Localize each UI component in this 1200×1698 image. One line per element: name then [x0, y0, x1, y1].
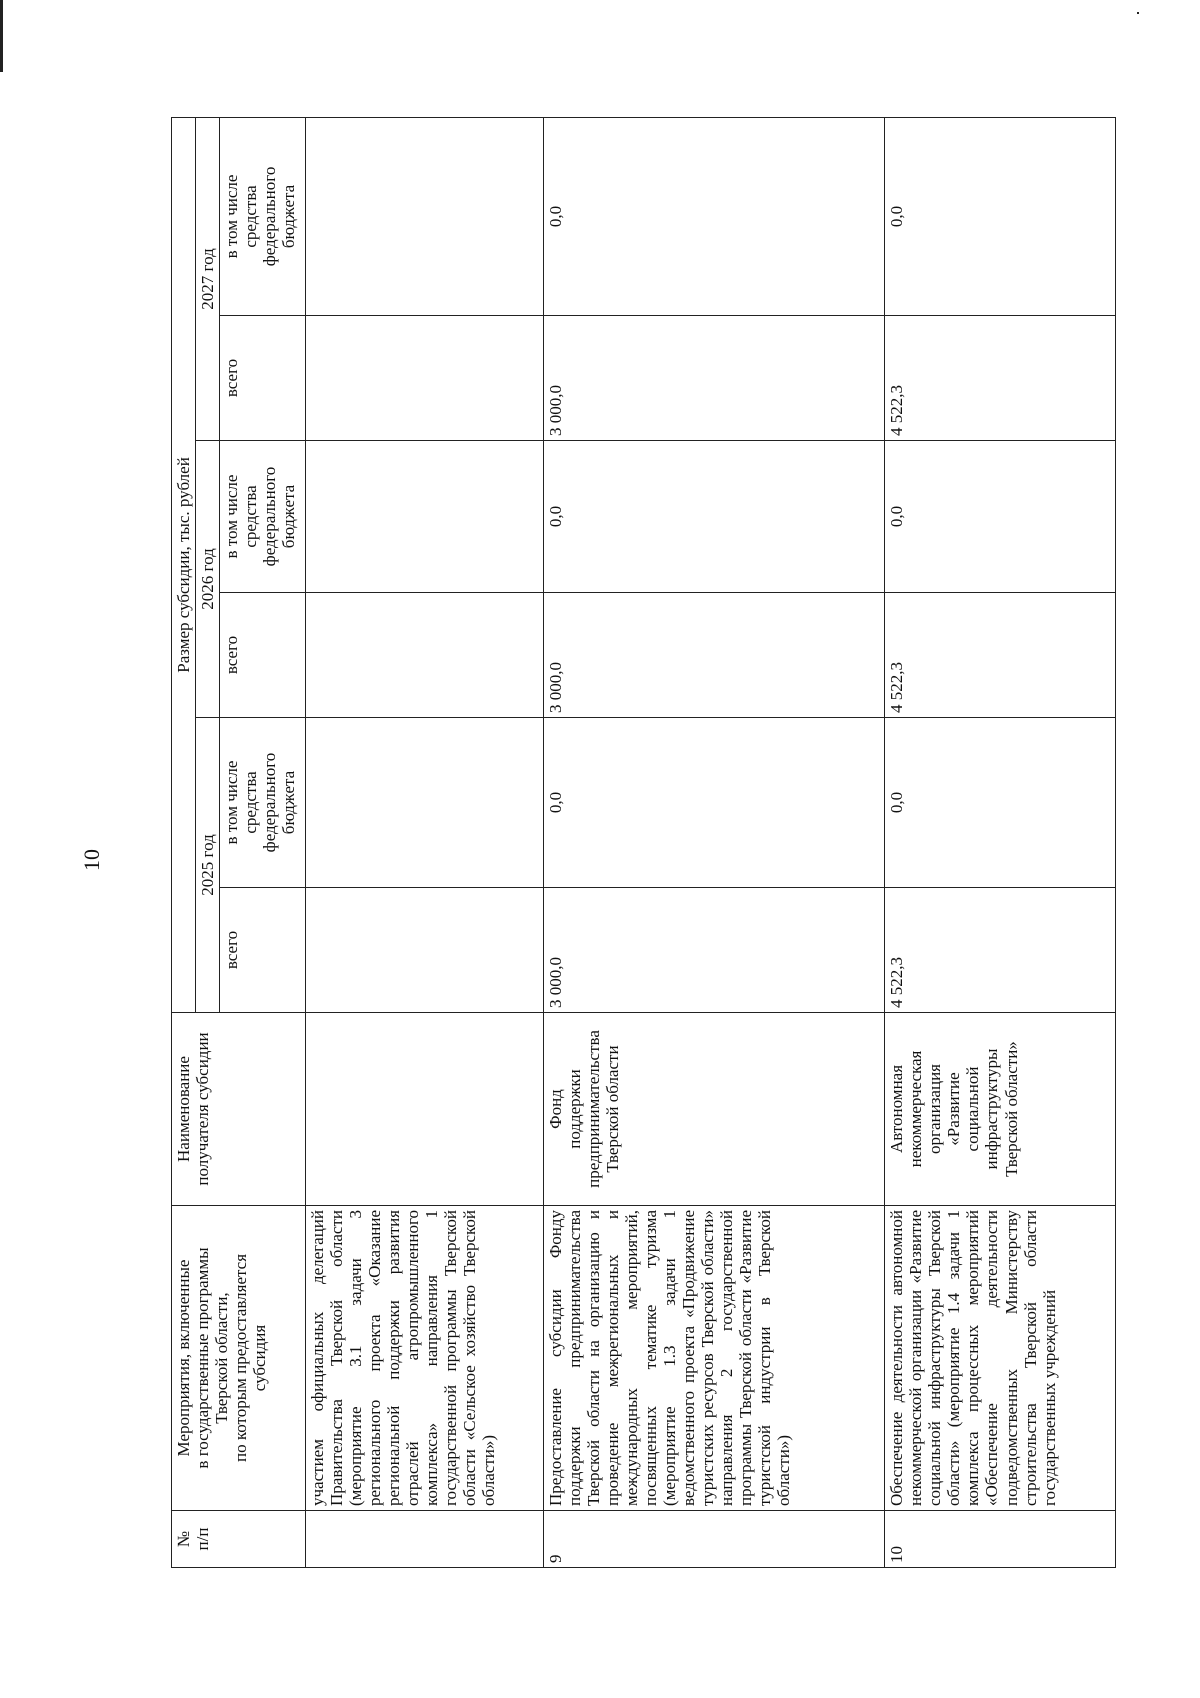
row-total-2025: 3 000,0 — [543, 888, 884, 1013]
header-federal-2027: в том числе средства федерального бюджета — [220, 117, 306, 315]
scan-dust-mark — [1137, 12, 1139, 14]
row-number: 10 — [885, 1511, 1116, 1568]
header-federal-2025: в том числе средства федерального бюджета — [220, 718, 306, 888]
scan-edge-mark — [0, 0, 3, 72]
header-number: № п/п — [172, 1511, 306, 1568]
landscape-page — [171, 118, 1116, 1568]
row-total-2027 — [306, 316, 544, 441]
row-total-2025: 4 522,3 — [885, 888, 1116, 1013]
row-total-2027: 4 522,3 — [885, 316, 1116, 441]
header-recipient: Наименование получателя субсидии — [172, 1013, 306, 1206]
header-year-2026: 2026 год — [196, 441, 220, 718]
row-federal-2027: 0,0 — [885, 117, 1116, 315]
row-federal-2025: 0,0 — [543, 718, 884, 888]
table-row — [306, 117, 544, 1567]
header-activities: Мероприятия, включенные в государственные программы Тверской области, по которым предоставляется субсидия — [172, 1206, 306, 1511]
header-total-2026: всего — [220, 593, 306, 718]
row-federal-2026 — [306, 441, 544, 593]
header-year-2027: 2027 год — [196, 117, 220, 440]
row-federal-2026: 0,0 — [543, 441, 884, 593]
row-total-2026: 3 000,0 — [543, 593, 884, 718]
row-total-2027: 3 000,0 — [543, 316, 884, 441]
row-federal-2025 — [306, 718, 544, 888]
row-federal-2027: 0,0 — [543, 117, 884, 315]
row-recipient — [306, 1013, 544, 1206]
row-activity: Предоставление субсидии Фонду поддержки предпринимательства Тверской области на организацию и проведение межрегиональных и международных мероприятий, посвященных тематике туризма (мероприятие 1.3 задачи 1 ведомственного проекта «Продвижение туристских ресурсов Тверской области» направления 2 государственной программы Тверской области «Развитие туристской индустрии в Тверской области») — [543, 1206, 884, 1511]
row-activity: Обеспечение деятельности автономной некоммерческой организации «Развитие социальной инфраструктуры Тверской области» (мероприятие 1.4 задачи 1 комплекса процессных мероприятий «Обеспечение деятельности подведомственных Министерству строительства Тверской области государственных учреждений — [885, 1206, 1116, 1511]
row-activity: участием официальных делегаций Правительства Тверской области (мероприятие 3.1 задачи 3 регионального проекта «Оказание региональной поддержки развития отраслей агропромышленного комплекса» направления 1 государственной программы Тверской области «Сельское хозяйство Тверской области») — [306, 1206, 544, 1511]
row-total-2025 — [306, 888, 544, 1013]
row-federal-2027 — [306, 117, 544, 315]
header-federal-2026: в том числе средства федерального бюджета — [220, 441, 306, 593]
header-year-2025: 2025 год — [196, 718, 220, 1013]
row-total-2026 — [306, 593, 544, 718]
row-number: 9 — [543, 1511, 884, 1568]
subsidy-table — [171, 117, 1116, 1568]
table-row — [885, 117, 1116, 1567]
row-federal-2026: 0,0 — [885, 441, 1116, 593]
table-row — [543, 117, 884, 1567]
header-total-2027: всего — [220, 316, 306, 441]
header-total-2025: всего — [220, 888, 306, 1013]
row-number — [306, 1511, 544, 1568]
row-federal-2025: 0,0 — [885, 718, 1116, 888]
header-amount-group: Размер субсидии, тыс. рублей — [172, 117, 196, 1012]
row-recipient: Автономная некоммерческая организация «Развитие социальной инфраструктуры Тверской области» — [885, 1013, 1116, 1206]
row-total-2026: 4 522,3 — [885, 593, 1116, 718]
row-recipient: Фонд поддержки предпринимательства Тверской области — [543, 1013, 884, 1206]
page-number: 10 — [79, 849, 104, 871]
